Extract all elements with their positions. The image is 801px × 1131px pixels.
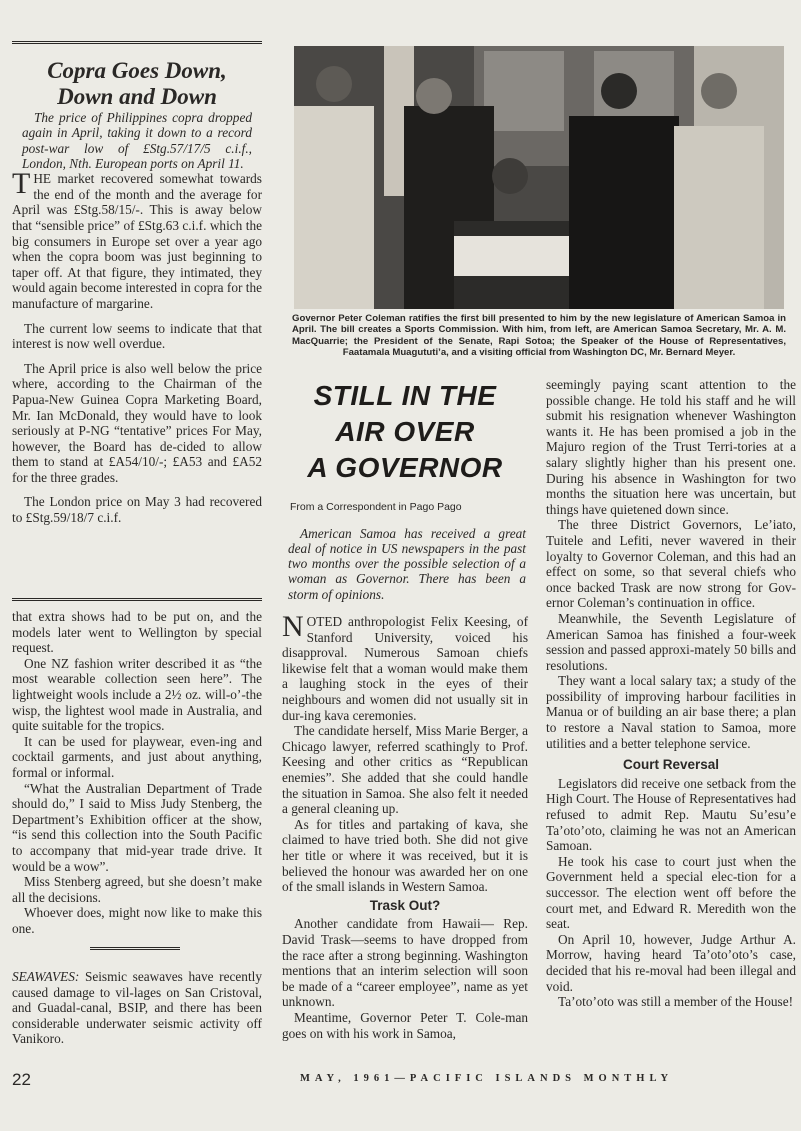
fashion-article [12,609,262,936]
copra-intro: The price of Philippines copra dropped again in April, taking it down to a record post-war low of £Stg.57/17/5 c.i.f., London, Nth. European ports on April 11. [22,110,252,171]
governor-paragraph: Legislators did receive one setback from the High Court. The House of Representatives had refused to admit Rep. Mautu Su’esu’e Ta’oto’oto, claiming he was not an American Samoan. [546,775,796,854]
fashion-paragraph: “What the Australian Department of Trade should do,” I said to Miss Judy Stenberg, the Department’s Exhibition officer at the show, “is send this collection into the South Pacific to accompany that mid-year trade drive. It would be a wow”. [12,780,262,874]
governor-paragraph: He took his case to court just when the Government held a special elec-tion for a successor. The election went off before the court met, and Edward R. Meredith won the seat. [546,853,796,932]
section-rule [12,598,262,601]
copra-title [12,58,262,110]
copra-title-line2: Down and Down [57,84,217,109]
governor-article-col1 [282,378,528,1041]
subhead-court-reversal: Court Reversal [622,757,720,773]
copra-paragraph: The London price on May 3 had recovered to £Stg.59/18/7 c.i.f. [12,494,262,526]
copra-paragraph: The April price is also well below the price where, according to the Chairman of the Papua-New Guinea Copra Marketing Board, Mr. Ian McDonald, they would have to look seriously at P-NG “tentative” prices For May, however, the Board has de-cided to allow them to stand at £A54/10/-; £A53 and £A52 for the three grades. [12,360,262,485]
headline-line3: A GOVERNOR [307,452,503,483]
page-footer [0,1070,801,1094]
fashion-paragraph: It can be used for playwear, even-ing and cocktail garments, and just about anything, formal or informal. [12,733,262,780]
governor-paragraph: Meantime, Governor Peter T. Cole-man goes on with his work in Samoa, [282,1009,528,1041]
governor-article-col2 [546,377,796,1010]
fashion-paragraph: Miss Stenberg agreed, but she doesn’t make all the decisions. [12,874,262,905]
governor-paragraph: They want a local salary tax; a study of the possibility of improving harbour facilities in Manua or of building an air base there; a plan to restore a Naval station to Samoa, more utilities and a better telephone service. [546,673,796,751]
headline-line2: AIR OVER [335,416,475,447]
governor-paragraph: As for titles and partaking of kava, she claimed to have tried both. She did not give her title or where it was received, but it is believed the honour was awarded her on one of the small islands in Western Samoa. [282,816,528,895]
governor-headline [282,378,528,486]
fashion-paragraph: that extra shows had to be put on, and the models later went to Wellington by special request. [12,609,262,656]
top-rule-left [12,41,262,44]
photo-caption: Governor Peter Coleman ratifies the first bill presented to him by the new legislature of American Samoa in April. The bill creates a Sports Commission. With him, from left, are American Samoa Secretary, Mr. A. M. MacQuarrie; the President of the Senate, Rapi Sotoa; the Speaker of the House of Representatives, Faatamala Muagututi’a, and a visiting official from Washington DC, Mr. Bernard Meyer. [292,313,786,359]
governor-paragraph: The three District Governors, Le’iato, Tuitele and Lefiti, never wavered in their loyalty to Governor Coleman, and this had an effect on some, so that several chiefs who once backed Trask are now strong for Gov-ernor Coleman’s continuation in office. [546,517,796,611]
fashion-paragraph: One NZ fashion writer described it as “the most wearable collection seen here”. The lightweight wools include a 2½ oz. will-o’-the wisp, the lightest wool made in Australia, and quite suitable for the tropics. [12,655,262,734]
governor-paragraph: The candidate herself, Miss Marie Berger, a Chicago lawyer, referred scathingly to Prof. Keesing and other critics as “Republican enemies”. She added that she could handle the situation in Samoa. She also felt it needed a general cleaning up. [282,723,528,817]
footer-line: MAY, 1961—PACIFIC ISLANDS MONTHLY [300,1073,674,1084]
short-rule [90,947,180,950]
copra-title-line1: Copra Goes Down, [47,58,227,83]
governor-byline: From a Correspondent in Pago Pago [290,501,462,513]
seawaves-item [12,969,262,1047]
governor-paragraph: Meanwhile, the Seventh Legislature of American Samoa has finished a four-week session and passed approxi-mately 50 bills and resolutions. [546,610,796,673]
subhead-trask-out: Trask Out? [369,897,441,913]
photo-illustration [294,46,784,309]
copra-dropcap: T [12,167,31,201]
fashion-paragraph: Whoever does, might now like to make this one. [12,905,262,936]
news-photo [294,46,784,309]
governor-dropcap: N [282,610,304,644]
governor-paragraph: seemingly paying scant attention to the possible change. He told his staff and he will submit his resignation whenever Washington wants it. He has been promised a job in the Majuro region of the Trust Terri-tories at a salary slightly higher than his present one. During his absence in Washington for two months the situation here was uncertain, but things have quietened down since. [546,377,796,517]
copra-paragraph: THE market recovered somewhat towards the end of the month and the average for April was £Stg.58/15/-. This is away below that “sensible price” of £Stg.63 c.i.f. which the big consumers in Europe set over a year ago when the copra boom was just beginning to taper off. At that figure, they intimated, they would again become interested in copra for the manufacture of margarine. [12,167,262,311]
copra-paragraph: The current low seems to indicate that that interest is now well overdue. [12,320,262,352]
governor-intro: American Samoa has received a great deal of notice in US newspapers in the past two months over the possible selection of a woman as Governor. There has been a storm of opinions. [288,525,526,602]
seawaves-label: SEAWAVES: [12,969,80,984]
page-number: 22 [12,1070,31,1089]
governor-paragraph: Ta’oto’oto was still a member of the House! [558,994,794,1010]
seawaves-text: Seismic seawaves have recently caused damage to vil-lages on San Cristoval, and Guadal-canal, BSIP, and there has been considerable underwater seismic activity off Vanikoro. [12,969,262,1047]
governor-paragraph: On April 10, however, Judge Arthur A. Morrow, having heard Ta’oto’oto’s case, decided that his re-moval had been illegal and void. [546,931,796,994]
copra-article [12,58,262,526]
governor-paragraph: NOTED anthropologist Felix Keesing, of Stanford University, voiced his disapproval. Numerous Samoan chiefs likewise felt that a woman would make them a laughing stock in the eyes of their neighbours and women did not usually sit in dur-ing kava ceremonies. [282,610,528,723]
governor-paragraph: Another candidate from Hawaii— Rep. David Trask—seems to have dropped from the race after a strong beginning. Washington mentions that an interim selection will soon be made of a “career employee”, name as yet unknown. [282,916,528,1010]
headline-line1: STILL IN THE [313,380,497,411]
